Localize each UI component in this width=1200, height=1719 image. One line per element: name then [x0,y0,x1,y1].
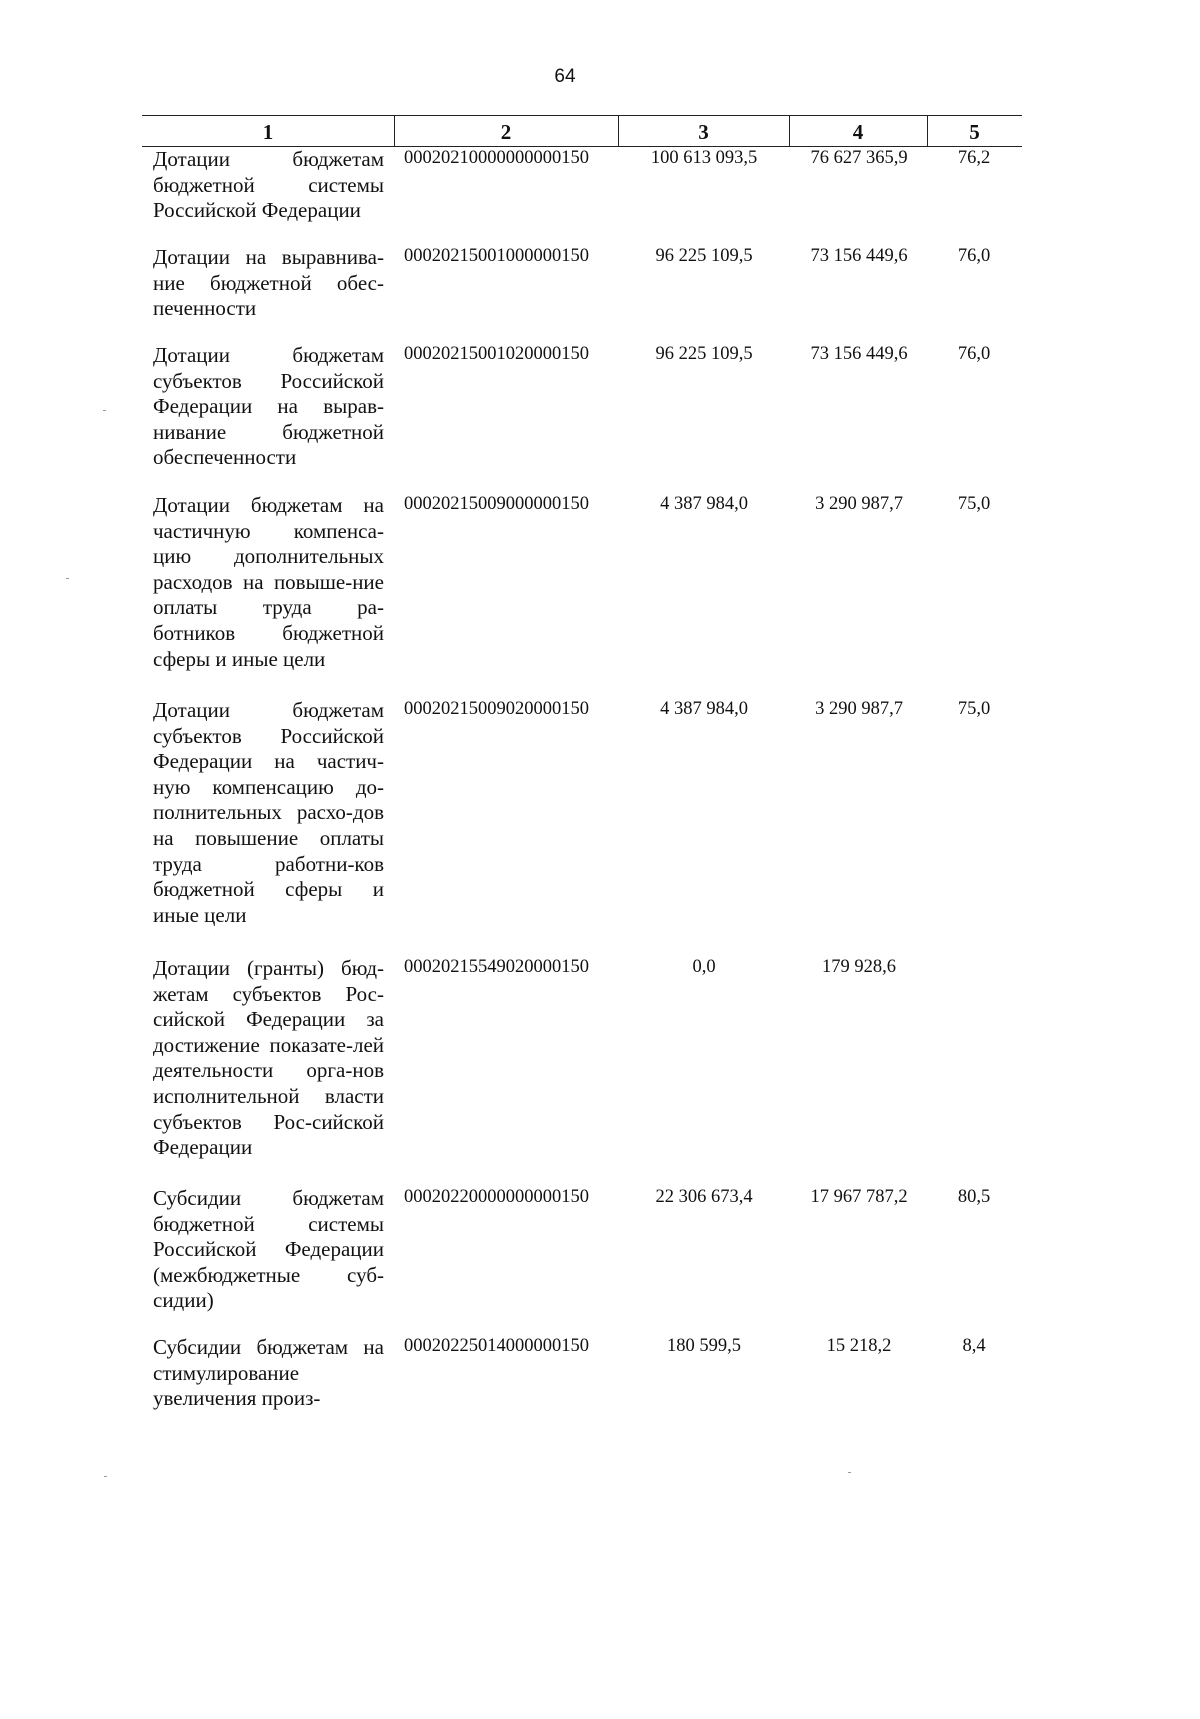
column-header: 1 [262,120,274,144]
column-header: 3 [698,120,709,144]
row-code: 00020215009020000150 [404,699,589,719]
scan-speck [104,1476,107,1477]
row-code: 00020215001000000150 [404,246,589,266]
scan-speck [103,410,106,411]
row-col5-value: 76,0 [957,344,991,364]
row-name: Дотации бюджетам субъектов Российской Федерации на вырав-нивание бюджетной обеспеченности [153,343,384,470]
row-col5-value: 76,2 [957,148,991,168]
row-col4-value: 179 928,6 [822,957,896,977]
row-col4-value: 3 290 987,7 [815,699,903,719]
row-code: 00020215009000000150 [404,494,589,514]
row-col3-value: 180 599,5 [667,1336,741,1356]
row-name: Субсидии бюджетам бюджетной системы Российской Федерации (межбюджетные суб-сидии) [153,1186,384,1313]
row-col5-value: 75,0 [957,699,991,719]
row-col3-value: 0,0 [692,957,716,977]
row-col3-value: 100 613 093,5 [650,148,758,168]
row-col4-value: 15 218,2 [826,1336,892,1356]
row-col4-value: 17 967 787,2 [810,1187,908,1207]
row-name: Дотации (гранты) бюд-жетам субъектов Рос-сийской Федерации за достижение показате-лей деятельности орга-нов исполнительной власти субъектов Рос-сийской Федерации [153,956,384,1160]
row-code: 00020225014000000150 [404,1336,589,1356]
row-name: Дотации бюджетам бюджетной системы Российской Федерации [153,147,384,223]
row-col5-value: 8,4 [962,1336,986,1356]
row-name: Дотации бюджетам на частичную компенса-цию дополнительных расходов на повыше-ние оплаты труда ра-ботников бюджетной сферы и иные цели [153,493,384,671]
row-name: Субсидии бюджетам на стимулирование увеличения произ- [153,1335,384,1411]
row-col3-value: 4 387 984,0 [660,699,748,719]
row-col3-value: 96 225 109,5 [655,246,753,266]
scan-speck [848,1472,851,1473]
row-col4-value: 76 627 365,9 [810,148,908,168]
row-col5-value: 80,5 [957,1187,991,1207]
row-name: Дотации на выравнива-ние бюджетной обес-печенности [153,245,384,321]
row-code: 00020215001020000150 [404,344,589,364]
row-col4-value: 73 156 449,6 [810,344,908,364]
row-col3-value: 96 225 109,5 [655,344,753,364]
header-top-border [142,115,1022,116]
column-header: 5 [969,120,980,144]
scan-speck [66,578,69,579]
row-col5-value: 76,0 [957,246,991,266]
row-col5-value: 75,0 [957,494,991,514]
row-code: 00020210000000000150 [404,148,589,168]
row-code: 00020215549020000150 [404,957,589,977]
column-header: 2 [500,120,512,144]
row-name: Дотации бюджетам субъектов Российской Федерации на частич-ную компенсацию до-полнительных расхо-дов на повышение оплаты труда работни-ков бюджетной сферы и иные цели [153,698,384,927]
row-col4-value: 3 290 987,7 [815,494,903,514]
page-number: 64 [554,66,576,87]
column-header: 4 [852,120,864,144]
row-col4-value: 73 156 449,6 [810,246,908,266]
row-code: 00020220000000000150 [404,1187,589,1207]
row-col3-value: 4 387 984,0 [660,494,748,514]
row-col3-value: 22 306 673,4 [655,1187,753,1207]
